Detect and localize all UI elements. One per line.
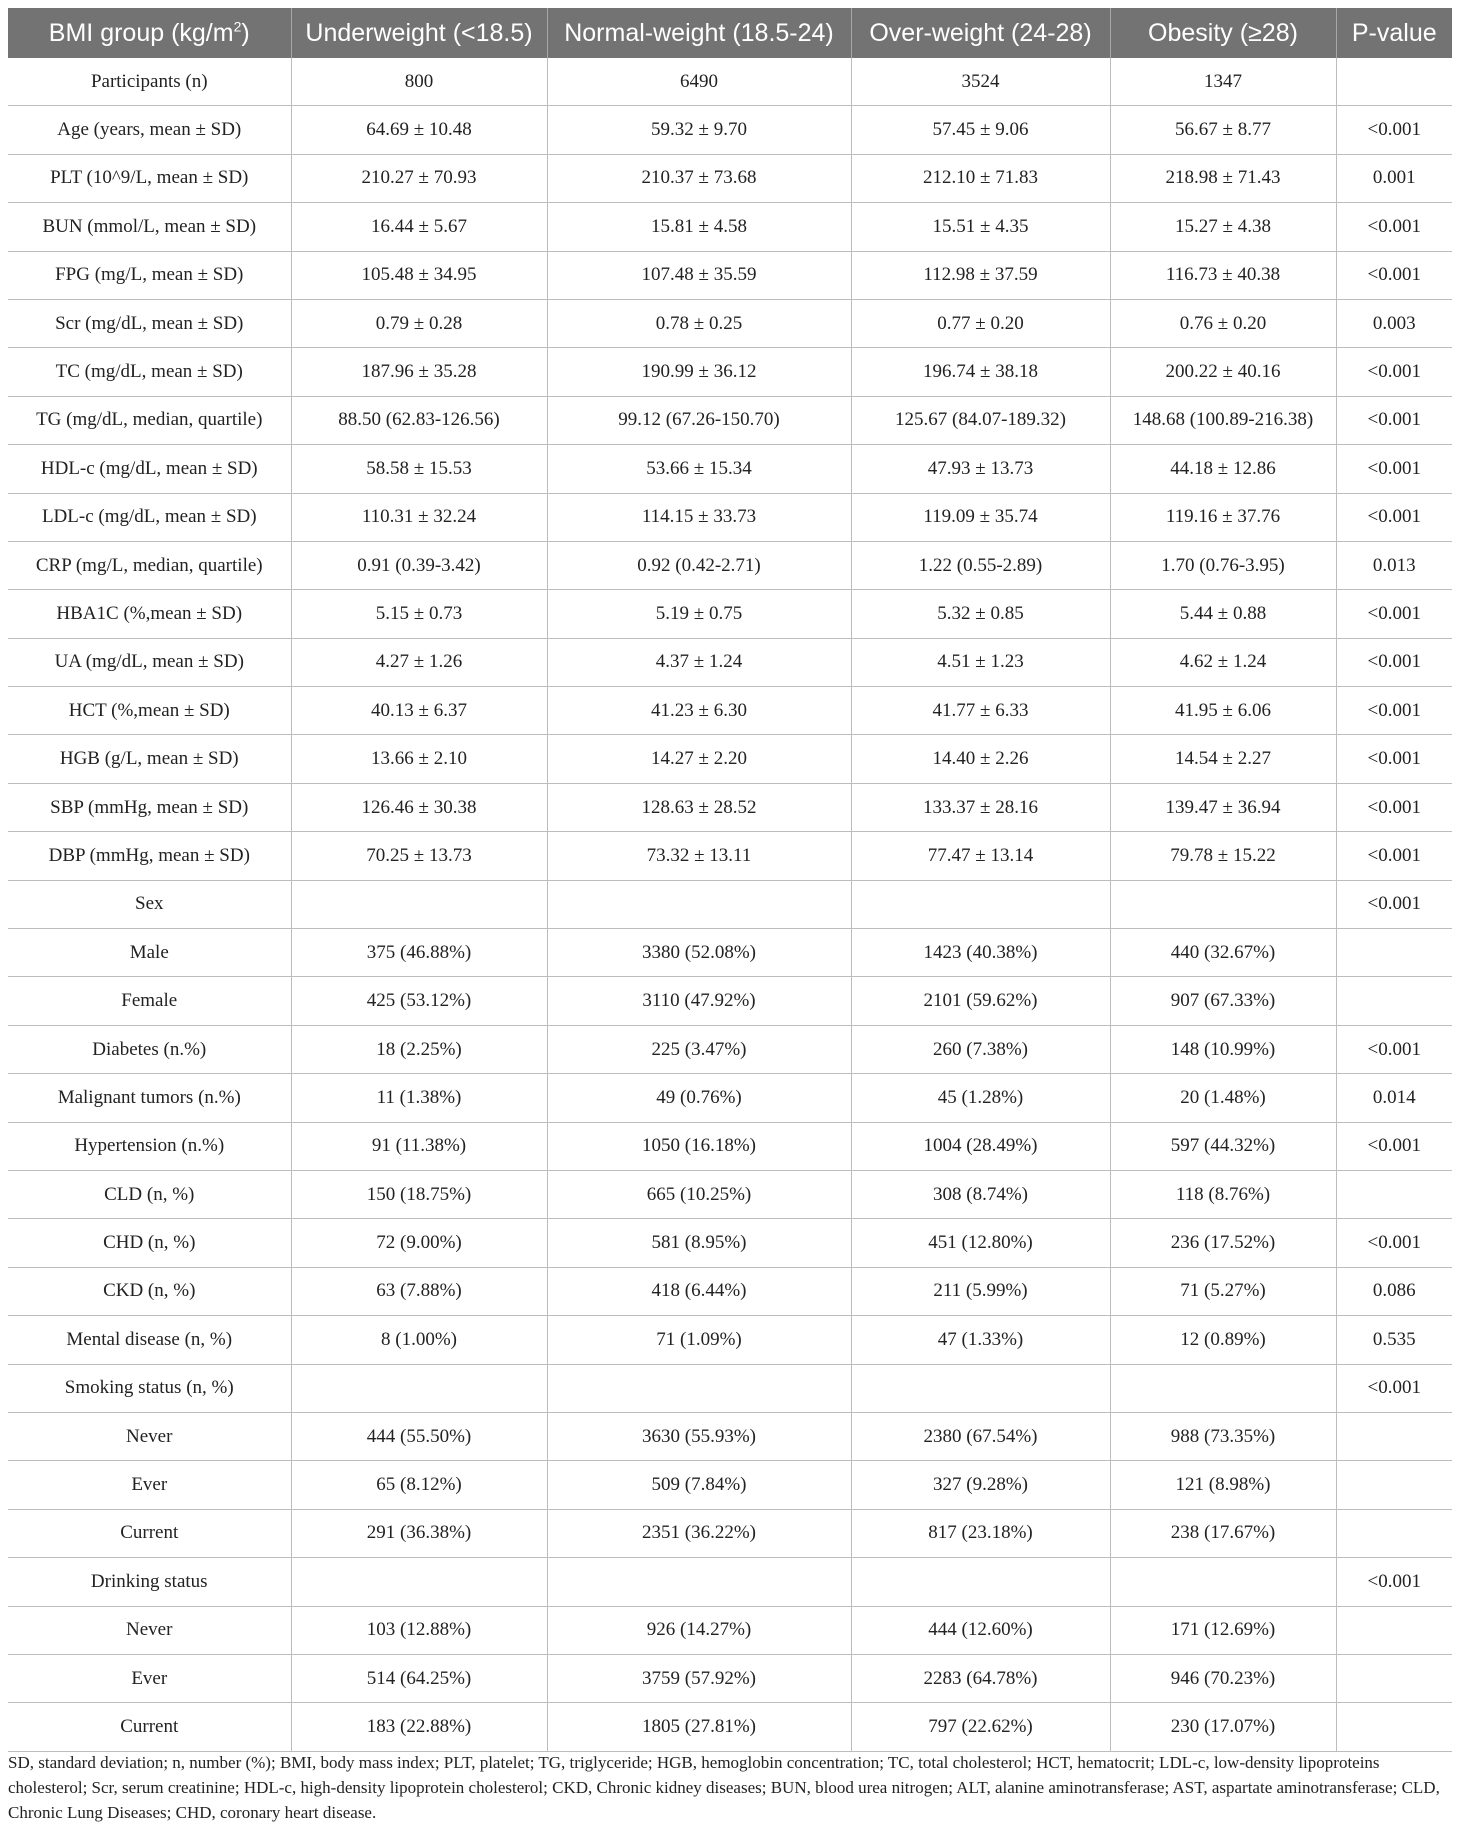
over-weight-cell: 2380 (67.54%) [851, 1412, 1110, 1460]
over-weight-cell: 817 (23.18%) [851, 1509, 1110, 1557]
normal-weight-cell [547, 880, 851, 928]
p-value-cell: <0.001 [1336, 638, 1452, 686]
obesity-cell: 148 (10.99%) [1110, 1025, 1336, 1073]
underweight-cell: 64.69 ± 10.48 [291, 106, 547, 154]
normal-weight-cell: 1805 (27.81%) [547, 1703, 851, 1751]
normal-weight-cell: 114.15 ± 33.73 [547, 493, 851, 541]
over-weight-cell: 119.09 ± 35.74 [851, 493, 1110, 541]
over-weight-cell: 1004 (28.49%) [851, 1122, 1110, 1170]
row-label: Participants (n) [8, 58, 291, 106]
over-weight-cell: 211 (5.99%) [851, 1267, 1110, 1315]
p-value-cell: <0.001 [1336, 106, 1452, 154]
baseline-characteristics-table [8, 8, 1452, 1752]
table-row [8, 783, 1452, 831]
row-label: BUN (mmol/L, mean ± SD) [8, 203, 291, 251]
p-value-cell [1336, 1412, 1452, 1460]
over-weight-cell: 41.77 ± 6.33 [851, 687, 1110, 735]
obesity-cell: 116.73 ± 40.38 [1110, 251, 1336, 299]
table-row [8, 590, 1452, 638]
p-value-cell: <0.001 [1336, 783, 1452, 831]
obesity-cell: 1.70 (0.76-3.95) [1110, 541, 1336, 589]
underweight-cell: 4.27 ± 1.26 [291, 638, 547, 686]
obesity-cell: 71 (5.27%) [1110, 1267, 1336, 1315]
row-label: Drinking status [8, 1558, 291, 1606]
p-value-cell: <0.001 [1336, 396, 1452, 444]
table-row [8, 251, 1452, 299]
table-row [8, 541, 1452, 589]
table-row [8, 58, 1452, 106]
p-value-cell [1336, 1461, 1452, 1509]
underweight-cell: 5.15 ± 0.73 [291, 590, 547, 638]
data-table [8, 8, 1452, 1752]
obesity-cell: 230 (17.07%) [1110, 1703, 1336, 1751]
row-label: Ever [8, 1461, 291, 1509]
row-label: CLD (n, %) [8, 1170, 291, 1218]
normal-weight-cell: 210.37 ± 73.68 [547, 154, 851, 202]
p-value-cell: <0.001 [1336, 1122, 1452, 1170]
normal-weight-cell [547, 1558, 851, 1606]
normal-weight-cell: 49 (0.76%) [547, 1074, 851, 1122]
normal-weight-cell: 581 (8.95%) [547, 1219, 851, 1267]
table-row [8, 1074, 1452, 1122]
underweight-cell: 0.91 (0.39-3.42) [291, 541, 547, 589]
p-value-cell: <0.001 [1336, 1219, 1452, 1267]
underweight-cell: 16.44 ± 5.67 [291, 203, 547, 251]
normal-weight-cell: 4.37 ± 1.24 [547, 638, 851, 686]
table-row [8, 1170, 1452, 1218]
underweight-cell [291, 1364, 547, 1412]
underweight-cell: 103 (12.88%) [291, 1606, 547, 1654]
row-label: Smoking status (n, %) [8, 1364, 291, 1412]
header-over-weight: Over-weight (24-28) [851, 8, 1110, 58]
over-weight-cell: 47.93 ± 13.73 [851, 445, 1110, 493]
underweight-cell: 58.58 ± 15.53 [291, 445, 547, 493]
row-label: Current [8, 1703, 291, 1751]
row-label: Scr (mg/dL, mean ± SD) [8, 299, 291, 347]
underweight-cell: 8 (1.00%) [291, 1316, 547, 1364]
p-value-cell: <0.001 [1336, 203, 1452, 251]
over-weight-cell [851, 880, 1110, 928]
over-weight-cell: 4.51 ± 1.23 [851, 638, 1110, 686]
normal-weight-cell: 509 (7.84%) [547, 1461, 851, 1509]
over-weight-cell: 444 (12.60%) [851, 1606, 1110, 1654]
p-value-cell: <0.001 [1336, 348, 1452, 396]
over-weight-cell: 797 (22.62%) [851, 1703, 1110, 1751]
table-row [8, 1654, 1452, 1702]
table-header [8, 8, 1452, 58]
obesity-cell: 200.22 ± 40.16 [1110, 348, 1336, 396]
row-label: Sex [8, 880, 291, 928]
obesity-cell: 907 (67.33%) [1110, 977, 1336, 1025]
over-weight-cell: 45 (1.28%) [851, 1074, 1110, 1122]
p-value-cell [1336, 1703, 1452, 1751]
underweight-cell: 210.27 ± 70.93 [291, 154, 547, 202]
underweight-cell: 150 (18.75%) [291, 1170, 547, 1218]
normal-weight-cell: 14.27 ± 2.20 [547, 735, 851, 783]
p-value-cell [1336, 58, 1452, 106]
over-weight-cell: 3524 [851, 58, 1110, 106]
over-weight-cell: 260 (7.38%) [851, 1025, 1110, 1073]
obesity-cell: 15.27 ± 4.38 [1110, 203, 1336, 251]
table-row [8, 1606, 1452, 1654]
row-label: HGB (g/L, mean ± SD) [8, 735, 291, 783]
row-label: DBP (mmHg, mean ± SD) [8, 832, 291, 880]
obesity-cell [1110, 1364, 1336, 1412]
normal-weight-cell: 41.23 ± 6.30 [547, 687, 851, 735]
underweight-cell: 91 (11.38%) [291, 1122, 547, 1170]
underweight-cell: 514 (64.25%) [291, 1654, 547, 1702]
over-weight-cell: 2283 (64.78%) [851, 1654, 1110, 1702]
table-row [8, 929, 1452, 977]
table-row [8, 396, 1452, 444]
underweight-cell: 187.96 ± 35.28 [291, 348, 547, 396]
obesity-cell: 238 (17.67%) [1110, 1509, 1336, 1557]
over-weight-cell: 1.22 (0.55-2.89) [851, 541, 1110, 589]
row-label: HBA1C (%,mean ± SD) [8, 590, 291, 638]
over-weight-cell: 57.45 ± 9.06 [851, 106, 1110, 154]
table-row [8, 832, 1452, 880]
underweight-cell: 40.13 ± 6.37 [291, 687, 547, 735]
obesity-cell: 440 (32.67%) [1110, 929, 1336, 977]
underweight-cell: 425 (53.12%) [291, 977, 547, 1025]
over-weight-cell: 15.51 ± 4.35 [851, 203, 1110, 251]
table-row [8, 1122, 1452, 1170]
normal-weight-cell [547, 1364, 851, 1412]
underweight-cell: 88.50 (62.83-126.56) [291, 396, 547, 444]
obesity-cell: 44.18 ± 12.86 [1110, 445, 1336, 493]
obesity-cell: 20 (1.48%) [1110, 1074, 1336, 1122]
table-row [8, 203, 1452, 251]
obesity-cell [1110, 880, 1336, 928]
obesity-cell: 139.47 ± 36.94 [1110, 783, 1336, 831]
normal-weight-cell: 99.12 (67.26-150.70) [547, 396, 851, 444]
row-label: Ever [8, 1654, 291, 1702]
p-value-cell: <0.001 [1336, 1364, 1452, 1412]
underweight-cell: 70.25 ± 13.73 [291, 832, 547, 880]
over-weight-cell: 112.98 ± 37.59 [851, 251, 1110, 299]
p-value-cell [1336, 1654, 1452, 1702]
over-weight-cell: 451 (12.80%) [851, 1219, 1110, 1267]
header-underweight: Underweight (<18.5) [291, 8, 547, 58]
obesity-cell: 119.16 ± 37.76 [1110, 493, 1336, 541]
row-label: TC (mg/dL, mean ± SD) [8, 348, 291, 396]
underweight-cell: 65 (8.12%) [291, 1461, 547, 1509]
p-value-cell: <0.001 [1336, 687, 1452, 735]
table-row [8, 1558, 1452, 1606]
row-label: TG (mg/dL, median, quartile) [8, 396, 291, 444]
underweight-cell: 126.46 ± 30.38 [291, 783, 547, 831]
obesity-cell: 946 (70.23%) [1110, 1654, 1336, 1702]
over-weight-cell [851, 1364, 1110, 1412]
obesity-cell: 0.76 ± 0.20 [1110, 299, 1336, 347]
over-weight-cell: 77.47 ± 13.14 [851, 832, 1110, 880]
row-label: UA (mg/dL, mean ± SD) [8, 638, 291, 686]
over-weight-cell: 5.32 ± 0.85 [851, 590, 1110, 638]
p-value-cell: <0.001 [1336, 590, 1452, 638]
normal-weight-cell: 53.66 ± 15.34 [547, 445, 851, 493]
normal-weight-cell: 3759 (57.92%) [547, 1654, 851, 1702]
normal-weight-cell: 665 (10.25%) [547, 1170, 851, 1218]
obesity-cell: 218.98 ± 71.43 [1110, 154, 1336, 202]
normal-weight-cell: 926 (14.27%) [547, 1606, 851, 1654]
normal-weight-cell: 225 (3.47%) [547, 1025, 851, 1073]
header-p-value: P-value [1336, 8, 1452, 58]
p-value-cell: <0.001 [1336, 832, 1452, 880]
table-row [8, 735, 1452, 783]
table-row [8, 106, 1452, 154]
p-value-cell: <0.001 [1336, 735, 1452, 783]
header-normal-weight: Normal-weight (18.5-24) [547, 8, 851, 58]
header-bmi-group-text: BMI group (kg/m [48, 18, 234, 47]
normal-weight-cell: 2351 (36.22%) [547, 1509, 851, 1557]
over-weight-cell: 1423 (40.38%) [851, 929, 1110, 977]
normal-weight-cell: 5.19 ± 0.75 [547, 590, 851, 638]
obesity-cell: 79.78 ± 15.22 [1110, 832, 1336, 880]
table-row [8, 1703, 1452, 1751]
normal-weight-cell: 73.32 ± 13.11 [547, 832, 851, 880]
table-footnote: SD, standard deviation; n, number (%); BMI, body mass index; PLT, platelet; TG, triglyceride; HGB, hemoglobin concentration; TC, total cholesterol; HCT, hematocrit; LDL-c, low-density lipoproteins cholesterol; Scr, serum creatinine; HDL-c, high-density lipoprotein cholesterol; CKD, Chronic kidney diseases; BUN, blood urea nitrogen; ALT, alanine aminotransferase; AST, aspartate aminotransferase; CLD, Chronic Lung Diseases; CHD, coronary heart disease. [8, 1753, 1440, 1822]
table-row [8, 687, 1452, 735]
over-weight-cell: 47 (1.33%) [851, 1316, 1110, 1364]
p-value-cell [1336, 1170, 1452, 1218]
table-row [8, 1219, 1452, 1267]
underweight-cell: 183 (22.88%) [291, 1703, 547, 1751]
row-label: Malignant tumors (n.%) [8, 1074, 291, 1122]
over-weight-cell: 2101 (59.62%) [851, 977, 1110, 1025]
table-row [8, 493, 1452, 541]
over-weight-cell: 327 (9.28%) [851, 1461, 1110, 1509]
obesity-cell: 597 (44.32%) [1110, 1122, 1336, 1170]
row-label: HDL-c (mg/dL, mean ± SD) [8, 445, 291, 493]
normal-weight-cell: 59.32 ± 9.70 [547, 106, 851, 154]
p-value-cell: 0.013 [1336, 541, 1452, 589]
obesity-cell: 148.68 (100.89-216.38) [1110, 396, 1336, 444]
underweight-cell: 375 (46.88%) [291, 929, 547, 977]
table-row [8, 1267, 1452, 1315]
underweight-cell: 18 (2.25%) [291, 1025, 547, 1073]
p-value-cell: <0.001 [1336, 493, 1452, 541]
normal-weight-cell: 0.78 ± 0.25 [547, 299, 851, 347]
header-bmi-group-superscript: 2 [233, 18, 242, 35]
table-row [8, 1025, 1452, 1073]
row-label: Age (years, mean ± SD) [8, 106, 291, 154]
underweight-cell: 11 (1.38%) [291, 1074, 547, 1122]
over-weight-cell: 125.67 (84.07-189.32) [851, 396, 1110, 444]
p-value-cell: <0.001 [1336, 1558, 1452, 1606]
row-label: Hypertension (n.%) [8, 1122, 291, 1170]
p-value-cell: 0.001 [1336, 154, 1452, 202]
table-row [8, 1316, 1452, 1364]
over-weight-cell: 133.37 ± 28.16 [851, 783, 1110, 831]
row-label: SBP (mmHg, mean ± SD) [8, 783, 291, 831]
row-label: CRP (mg/L, median, quartile) [8, 541, 291, 589]
row-label: Female [8, 977, 291, 1025]
over-weight-cell: 14.40 ± 2.26 [851, 735, 1110, 783]
row-label: Never [8, 1606, 291, 1654]
table-row [8, 977, 1452, 1025]
obesity-cell: 41.95 ± 6.06 [1110, 687, 1336, 735]
normal-weight-cell: 1050 (16.18%) [547, 1122, 851, 1170]
underweight-cell: 0.79 ± 0.28 [291, 299, 547, 347]
normal-weight-cell: 3110 (47.92%) [547, 977, 851, 1025]
row-label: FPG (mg/L, mean ± SD) [8, 251, 291, 299]
obesity-cell: 988 (73.35%) [1110, 1412, 1336, 1460]
obesity-cell: 1347 [1110, 58, 1336, 106]
table-row [8, 1509, 1452, 1557]
table-row [8, 299, 1452, 347]
underweight-cell: 444 (55.50%) [291, 1412, 547, 1460]
header-row [8, 8, 1452, 58]
obesity-cell: 236 (17.52%) [1110, 1219, 1336, 1267]
underweight-cell [291, 1558, 547, 1606]
row-label: Mental disease (n, %) [8, 1316, 291, 1364]
obesity-cell: 121 (8.98%) [1110, 1461, 1336, 1509]
row-label: LDL-c (mg/dL, mean ± SD) [8, 493, 291, 541]
underweight-cell: 800 [291, 58, 547, 106]
over-weight-cell: 0.77 ± 0.20 [851, 299, 1110, 347]
underweight-cell: 105.48 ± 34.95 [291, 251, 547, 299]
underweight-cell: 291 (36.38%) [291, 1509, 547, 1557]
normal-weight-cell: 3380 (52.08%) [547, 929, 851, 977]
normal-weight-cell: 6490 [547, 58, 851, 106]
table-row [8, 348, 1452, 396]
obesity-cell: 171 (12.69%) [1110, 1606, 1336, 1654]
row-label: CKD (n, %) [8, 1267, 291, 1315]
table-row [8, 1461, 1452, 1509]
p-value-cell: 0.086 [1336, 1267, 1452, 1315]
obesity-cell: 118 (8.76%) [1110, 1170, 1336, 1218]
over-weight-cell [851, 1558, 1110, 1606]
p-value-cell: <0.001 [1336, 251, 1452, 299]
p-value-cell [1336, 1606, 1452, 1654]
row-label: Diabetes (n.%) [8, 1025, 291, 1073]
table-row [8, 880, 1452, 928]
header-obesity: Obesity (≥28) [1110, 8, 1336, 58]
normal-weight-cell: 128.63 ± 28.52 [547, 783, 851, 831]
normal-weight-cell: 71 (1.09%) [547, 1316, 851, 1364]
table-row [8, 1412, 1452, 1460]
table-body [8, 58, 1452, 1751]
underweight-cell [291, 880, 547, 928]
header-bmi-group-close: ) [241, 18, 250, 47]
obesity-cell: 5.44 ± 0.88 [1110, 590, 1336, 638]
underweight-cell: 63 (7.88%) [291, 1267, 547, 1315]
p-value-cell: <0.001 [1336, 1025, 1452, 1073]
header-bmi-group [8, 8, 291, 58]
row-label: Never [8, 1412, 291, 1460]
p-value-cell: 0.003 [1336, 299, 1452, 347]
normal-weight-cell: 418 (6.44%) [547, 1267, 851, 1315]
over-weight-cell: 212.10 ± 71.83 [851, 154, 1110, 202]
obesity-cell: 56.67 ± 8.77 [1110, 106, 1336, 154]
row-label: Current [8, 1509, 291, 1557]
over-weight-cell: 308 (8.74%) [851, 1170, 1110, 1218]
obesity-cell [1110, 1558, 1336, 1606]
p-value-cell: <0.001 [1336, 445, 1452, 493]
normal-weight-cell: 0.92 (0.42-2.71) [547, 541, 851, 589]
table-row [8, 1364, 1452, 1412]
normal-weight-cell: 190.99 ± 36.12 [547, 348, 851, 396]
p-value-cell: <0.001 [1336, 880, 1452, 928]
obesity-cell: 14.54 ± 2.27 [1110, 735, 1336, 783]
obesity-cell: 4.62 ± 1.24 [1110, 638, 1336, 686]
normal-weight-cell: 107.48 ± 35.59 [547, 251, 851, 299]
table-row [8, 638, 1452, 686]
p-value-cell: 0.014 [1336, 1074, 1452, 1122]
row-label: HCT (%,mean ± SD) [8, 687, 291, 735]
p-value-cell [1336, 1509, 1452, 1557]
underweight-cell: 110.31 ± 32.24 [291, 493, 547, 541]
underweight-cell: 72 (9.00%) [291, 1219, 547, 1267]
table-row [8, 154, 1452, 202]
row-label: PLT (10^9/L, mean ± SD) [8, 154, 291, 202]
table-row [8, 445, 1452, 493]
over-weight-cell: 196.74 ± 38.18 [851, 348, 1110, 396]
p-value-cell [1336, 977, 1452, 1025]
p-value-cell [1336, 929, 1452, 977]
obesity-cell: 12 (0.89%) [1110, 1316, 1336, 1364]
underweight-cell: 13.66 ± 2.10 [291, 735, 547, 783]
p-value-cell: 0.535 [1336, 1316, 1452, 1364]
normal-weight-cell: 15.81 ± 4.58 [547, 203, 851, 251]
row-label: CHD (n, %) [8, 1219, 291, 1267]
normal-weight-cell: 3630 (55.93%) [547, 1412, 851, 1460]
row-label: Male [8, 929, 291, 977]
